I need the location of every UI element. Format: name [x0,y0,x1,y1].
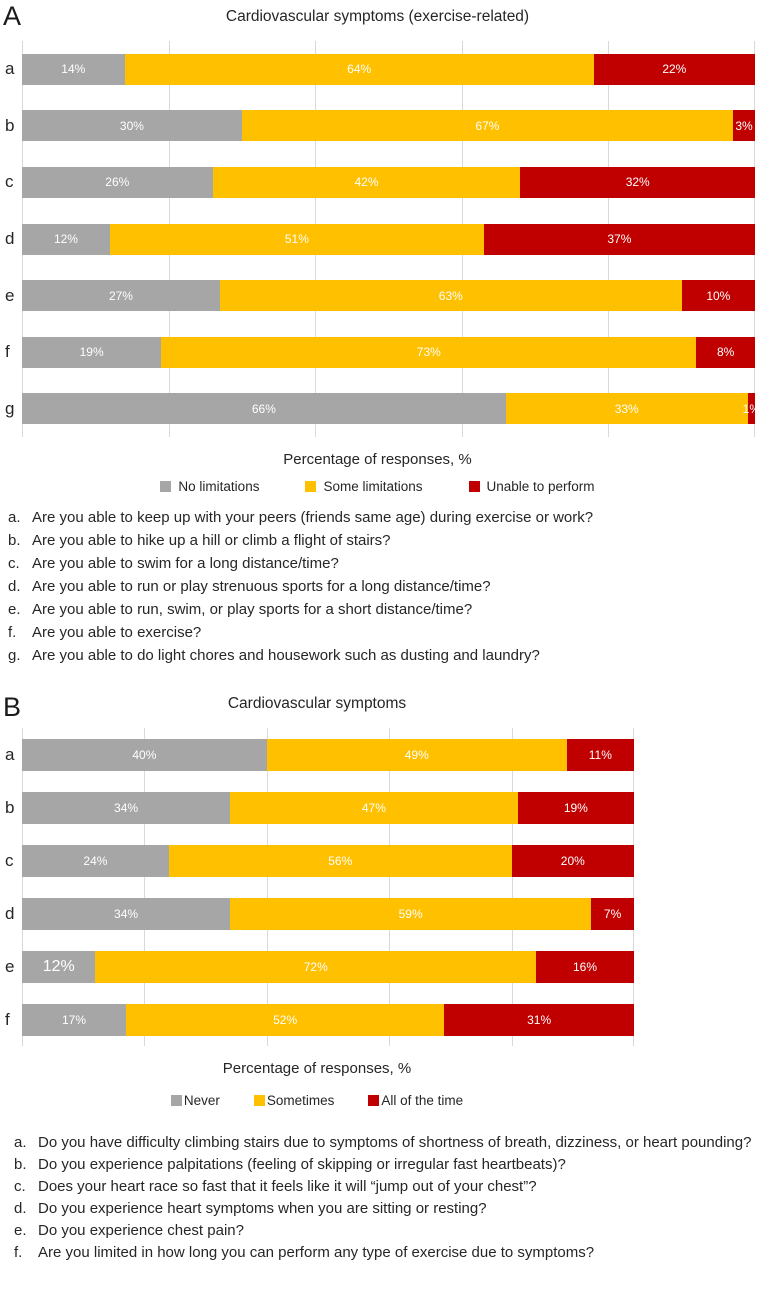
question-c [14,1176,768,1198]
legend-label-unable-to-perform: Unable to perform [486,479,595,494]
bar-row-g [5,380,760,437]
panel-b-x-axis-label: Percentage of responses, % [222,1060,412,1077]
legend-swatch-no-limitations [160,481,171,492]
stacked-bar-a [22,739,634,771]
stacked-bar-b [22,110,755,141]
question-letter: e. [14,1222,27,1239]
bar-value-label: 1% [742,401,760,416]
bar-value-label: 7% [603,906,622,921]
bar-value-label: 10% [706,288,731,303]
bar-value-label: 31% [527,1012,552,1027]
question-g [8,644,768,667]
bar-value-label: 64% [347,62,372,77]
bar-segment-no-limitations [22,337,161,368]
bar-segment-no-limitations [22,110,242,141]
question-text: Are you able to exercise? [32,624,202,641]
question-text: Are you able to keep up with your peers (friends same age) during exercise or work? [32,509,594,526]
bar-rows [5,41,760,437]
bar-value-label: 34% [114,800,139,815]
bar-row-a [5,41,755,98]
category-label-b: b [5,115,15,135]
bar-segment-no-limitations [22,393,506,424]
category-label-a: a [5,744,15,764]
question-text: Are you able to run or play strenuous sports for a long distance/time? [32,578,491,595]
question-letter: b. [8,532,21,549]
stacked-bar-d [22,898,634,930]
bar-segment-never [22,792,230,824]
bar-segment-unable-to-perform [742,393,760,424]
panel-b-plot [5,728,634,1046]
bar-row-d [5,887,634,940]
category-label-f: f [5,1009,10,1029]
panel-a-label: A [3,1,22,31]
question-a [14,1132,768,1154]
stacked-bar-f [22,1004,634,1036]
bar-segment-unable-to-perform [520,167,755,198]
panel-a-plot [5,41,760,437]
bar-row-a [5,728,634,781]
category-label-e: e [5,285,15,305]
legend-label-some-limitations: Some limitations [323,479,423,494]
bar-row-f [5,324,755,381]
bar-value-label: 3% [735,118,753,133]
question-b [14,1154,768,1176]
bar-segment-some-limitations [110,224,484,255]
question-letter: c. [8,555,20,572]
question-letter: f. [14,1244,23,1261]
question-b [8,529,768,552]
bar-value-label: 14% [61,62,86,77]
bar-value-label: 27% [108,288,133,303]
panel-b-title: Cardiovascular symptoms [227,695,407,712]
legend-label-all-of-the-time: All of the time [381,1093,464,1108]
bar-segment-some-limitations [242,110,733,141]
panel-a-x-axis-label: Percentage of responses, % [283,451,472,468]
bar-segment-some-limitations [161,337,696,368]
question-text: Do you experience heart symptoms when you are sitting or resting? [38,1200,487,1217]
stacked-bar-e [22,280,755,311]
category-label-g: g [5,398,15,418]
legend-swatch-never [171,1095,182,1106]
stacked-bar-f [22,337,755,368]
question-text: Are you able to do light chores and housework such as dusting and laundry? [32,647,540,664]
bar-value-label: 33% [614,401,639,416]
stacked-bar-a [22,54,755,85]
panel-b-label: B [3,692,22,722]
bar-value-label: 26% [105,175,130,190]
question-d [14,1198,768,1220]
bar-segment-some-limitations [125,54,594,85]
question-text: Do you have difficulty climbing stairs due to symptoms of shortness of breath, dizziness, or heart pounding? [38,1134,752,1151]
bar-value-label: 20% [560,853,585,868]
category-label-c: c [5,850,14,870]
question-text: Does your heart race so fast that it feels like it will “jump out of your chest”? [38,1178,537,1195]
question-d [8,575,768,598]
bar-segment-sometimes [230,792,518,824]
bar-row-e [5,267,755,324]
question-e [8,598,768,621]
question-a [8,506,768,529]
legend-item-some-limitations [305,479,422,494]
bar-segment-unable-to-perform [594,54,755,85]
panel-a-title: Cardiovascular symptoms (exercise-related) [225,8,530,25]
category-label-a: a [5,59,15,79]
bar-value-label: 34% [114,906,139,921]
bar-segment-sometimes [169,845,512,877]
panel-a-question-list [8,506,768,667]
bar-row-f [5,993,634,1046]
bar-segment-all-of-the-time [536,951,634,983]
stacked-bar-c [22,167,755,198]
bar-segment-no-limitations [22,280,220,311]
question-letter: d. [8,578,21,595]
bar-value-label: 19% [79,345,104,360]
bar-segment-all-of-the-time [444,1004,634,1036]
bar-segment-no-limitations [22,167,213,198]
bar-segment-never [22,951,95,983]
bar-segment-all-of-the-time [591,898,634,930]
bar-value-label: 12% [42,957,75,975]
legend-swatch-sometimes [254,1095,265,1106]
question-letter: e. [8,601,21,618]
question-text: Are you limited in how long you can perform any type of exercise due to symptoms? [38,1244,595,1261]
question-letter: f. [8,624,17,641]
bar-row-c [5,154,755,211]
question-letter: c. [14,1178,26,1195]
bar-segment-unable-to-perform [733,110,755,141]
bar-segment-sometimes [126,1004,444,1036]
bar-segment-some-limitations [506,393,748,424]
panel-b [0,691,768,1264]
bar-row-e [5,940,634,993]
bar-value-label: 72% [303,959,328,974]
legend-swatch-some-limitations [305,481,316,492]
bar-value-label: 66% [251,401,276,416]
bar-segment-all-of-the-time [512,845,634,877]
bar-value-label: 8% [716,345,735,360]
bar-segment-all-of-the-time [567,739,634,771]
bar-segment-never [22,845,169,877]
bar-rows [5,728,634,1046]
category-label-d: d [5,229,15,249]
legend-item-sometimes [254,1093,335,1108]
bar-value-label: 16% [573,959,598,974]
question-f [8,621,768,644]
bar-row-b [5,781,634,834]
bar-value-label: 56% [328,853,353,868]
bar-segment-some-limitations [220,280,682,311]
panel-b-legend [0,1093,634,1108]
stacked-bar-c [22,845,634,877]
bar-value-label: 67% [475,118,500,133]
question-text: Are you able to hike up a hill or climb a flight of stairs? [32,532,391,549]
legend-swatch-unable-to-perform [469,481,480,492]
stacked-bar-g [22,393,760,424]
bar-segment-sometimes [267,739,567,771]
category-label-b: b [5,797,15,817]
bar-value-label: 73% [416,345,441,360]
bar-value-label: 12% [53,232,78,247]
bar-segment-unable-to-perform [682,280,755,311]
bar-value-label: 30% [119,118,144,133]
bar-row-d [5,211,755,268]
panel-b-question-list [14,1132,768,1264]
question-c [8,552,768,575]
category-label-e: e [5,956,15,976]
bar-row-b [5,98,755,155]
bar-segment-never [22,898,230,930]
bar-value-label: 52% [273,1012,298,1027]
category-label-f: f [5,342,10,362]
question-text: Are you able to swim for a long distance/time? [32,555,339,572]
stacked-bar-b [22,792,634,824]
category-label-c: c [5,172,14,192]
legend-item-all-of-the-time [368,1093,463,1108]
bar-segment-all-of-the-time [518,792,634,824]
bar-segment-unable-to-perform [696,337,755,368]
bar-value-label: 42% [354,175,379,190]
bar-value-label: 63% [438,288,463,303]
question-letter: a. [14,1134,27,1151]
bar-segment-no-limitations [22,54,125,85]
question-letter: d. [14,1200,27,1217]
bar-value-label: 11% [588,747,612,762]
legend-item-never [171,1093,220,1108]
question-letter: a. [8,509,21,526]
question-text: Do you experience chest pain? [38,1222,244,1239]
bar-segment-sometimes [95,951,536,983]
legend-label-no-limitations: No limitations [178,479,260,494]
question-f [14,1242,768,1264]
stacked-bar-d [22,224,755,255]
bar-value-label: 59% [398,906,423,921]
legend-item-no-limitations [160,479,259,494]
legend-label-sometimes: Sometimes [266,1093,335,1108]
question-text: Do you experience palpitations (feeling of skipping or irregular fast heartbeats)? [38,1156,566,1173]
bar-segment-unable-to-perform [484,224,755,255]
bar-value-label: 19% [563,800,588,815]
bar-segment-some-limitations [213,167,521,198]
bar-value-label: 37% [607,232,632,247]
bar-row-c [5,834,634,887]
legend-label-never: Never [183,1093,220,1108]
bar-value-label: 51% [284,232,309,247]
legend-swatch-all-of-the-time [368,1095,379,1106]
bar-value-label: 40% [132,747,157,762]
legend-item-unable-to-perform [469,479,595,494]
question-letter: g. [8,647,21,664]
bar-value-label: 47% [361,800,386,815]
panel-a-plot-area [5,41,760,437]
bar-value-label: 22% [662,62,687,77]
category-label-d: d [5,903,15,923]
bar-segment-never [22,739,267,771]
bar-value-label: 49% [404,747,429,762]
bar-value-label: 24% [83,853,108,868]
bar-value-label: 32% [625,175,650,190]
stacked-bar-e [22,951,634,983]
question-letter: b. [14,1156,27,1173]
bar-segment-sometimes [230,898,591,930]
question-e [14,1220,768,1242]
panel-b-plot-area [5,728,634,1046]
bar-segment-no-limitations [22,224,110,255]
panel-a-legend [0,479,755,494]
bar-segment-never [22,1004,126,1036]
question-text: Are you able to run, swim, or play sports for a short distance/time? [32,601,473,618]
bar-value-label: 17% [62,1012,87,1027]
